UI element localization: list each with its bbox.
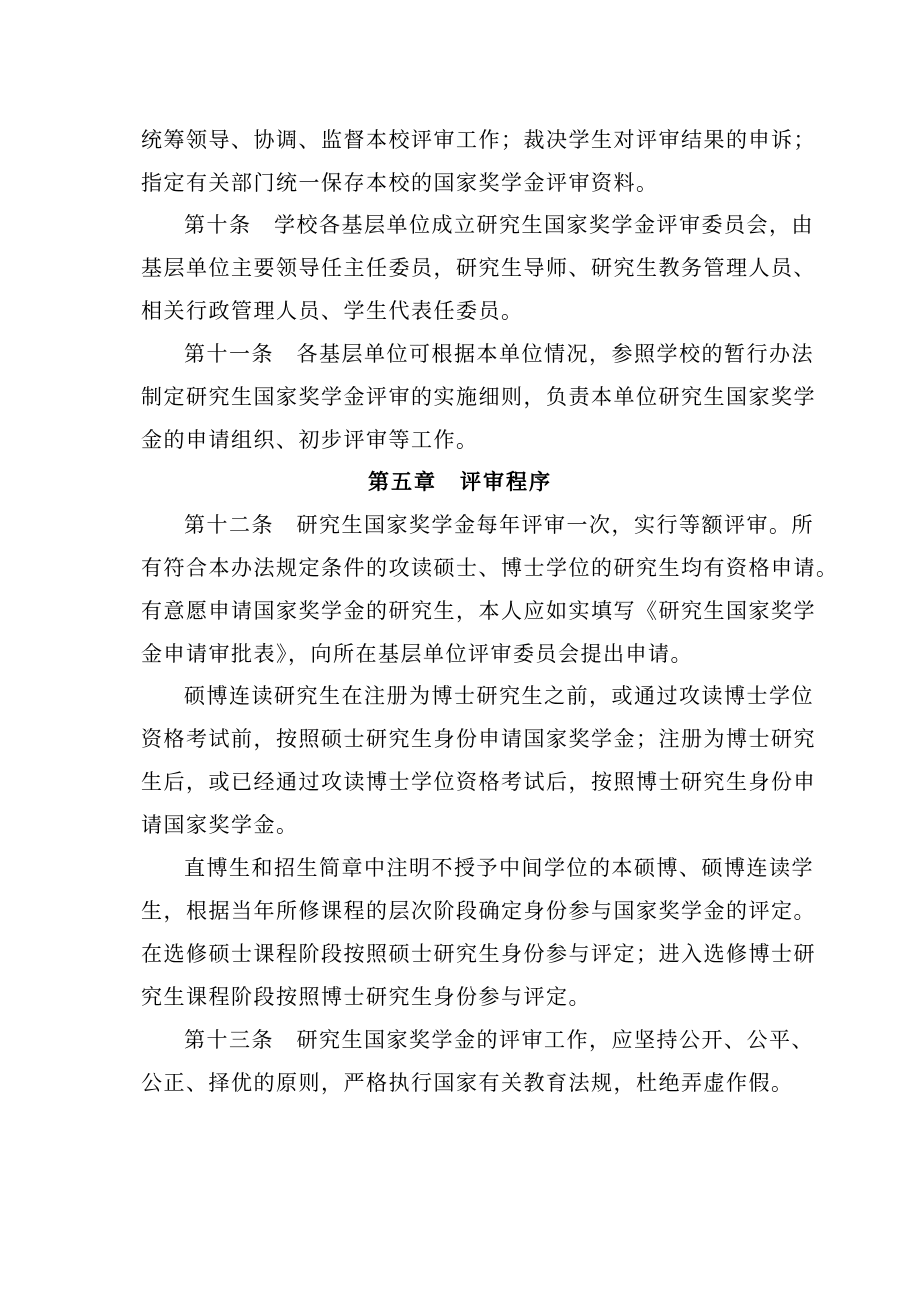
body-text-line: 生后，或已经通过攻读博士学位资格考试后，按照博士研究生身份申: [141, 770, 816, 794]
body-text-line: 统筹领导、协调、监督本校评审工作；裁决学生对评审结果的申诉；: [141, 128, 816, 152]
body-text-line: 请国家奖学金。: [141, 813, 299, 837]
body-text-line: 金申请审批表》，向所在基层单位评审委员会提出申请。: [141, 642, 693, 666]
body-text-line: 公正、择优的原则，严格执行国家有关教育法规，杜绝弄虚作假。: [141, 1071, 794, 1095]
body-text-line: 究生课程阶段按照博士研究生身份参与评定。: [141, 985, 591, 1009]
paragraph-first-line: 直博生和招生简章中注明不授予中间学位的本硕博、硕博连读学: [184, 856, 814, 880]
body-text-line: 在选修硕士课程阶段按照硕士研究生身份参与评定；进入选修博士研: [141, 942, 816, 966]
body-text-line: 相关行政管理人员、学生代表任委员。: [141, 299, 524, 323]
body-text-line: 生，根据当年所修课程的层次阶段确定身份参与国家奖学金的评定。: [141, 899, 816, 923]
paragraph-first-line: 硕博连读研究生在注册为博士研究生之前，或通过攻读博士学位: [184, 684, 814, 708]
article-10-first-line: 第十条 学校各基层单位成立研究生国家奖学金评审委员会，由: [184, 213, 814, 237]
article-11-first-line: 第十一条 各基层单位可根据本单位情况，参照学校的暂行办法: [184, 342, 814, 366]
body-text-line: 资格考试前，按照硕士研究生身份申请国家奖学金；注册为博士研究: [141, 727, 816, 751]
body-text-line: 指定有关部门统一保存本校的国家奖学金评审资料。: [141, 171, 659, 195]
body-text-line: 有意愿申请国家奖学金的研究生，本人应如实填写《研究生国家奖学: [141, 599, 816, 623]
body-text-line: 基层单位主要领导任主任委员，研究生导师、研究生教务管理人员、: [141, 256, 816, 280]
body-text-line: 金的申请组织、初步评审等工作。: [141, 428, 479, 452]
body-text-line: 有符合本办法规定条件的攻读硕士、博士学位的研究生均有资格申请。: [141, 556, 839, 580]
body-text-line: 制定研究生国家奖学金评审的实施细则，负责本单位研究生国家奖学: [141, 385, 816, 409]
article-13-first-line: 第十三条 研究生国家奖学金的评审工作，应坚持公开、公平、: [184, 1028, 814, 1052]
article-12-first-line: 第十二条 研究生国家奖学金每年评审一次，实行等额评审。所: [184, 513, 814, 537]
chapter-heading: 第五章 评审程序: [368, 469, 552, 494]
